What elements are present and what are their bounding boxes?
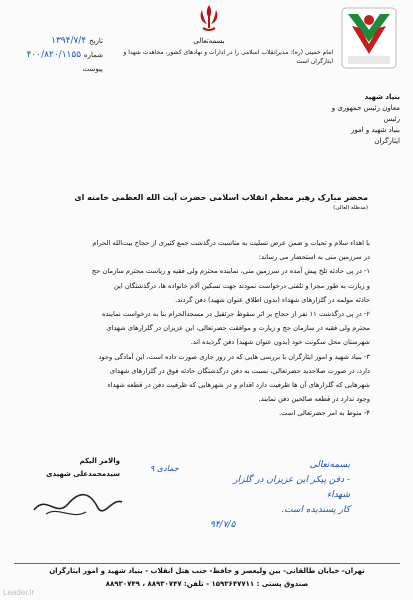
date-label: تاریخ	[89, 37, 103, 45]
signer-name: سیدمحمدعلی شهیدی	[46, 470, 120, 478]
body-line: دارد، در صورت صلاحدید حضرتعالی، نسبت به دفن درگذشتگان حادثه فوق در گلزارهای شهدای	[109, 366, 370, 375]
salutation-note: (مدظله العالی)	[333, 205, 368, 211]
org-block	[330, 92, 400, 147]
annotation-line: ۹۴/۷/۵	[210, 520, 236, 530]
imam-quote: امام خمینی (ره): مدیرانقلاب اسلامی را در ادارات و نهادهای کشور، مجاهدت شهدا و ایثارگران است	[123, 49, 333, 65]
body-line: ۳- بنیاد شهید و امور ایثارگران با بررسی هایی که در روز جاری صورت داده است، این آمادگی وجود	[98, 352, 370, 361]
closing-block	[40, 455, 120, 481]
body-line: شهرهایی که گلزارهای آن ها ظرفیت دارد اقدام و در شهرهایی که ظرفیت دفن در قطعه شهداء	[107, 381, 370, 390]
body-line: حادثه مولمه در گلزارهای شهداء (بدون اطلاق عنوان شهید) دفن گردند.	[175, 295, 370, 304]
body-line: با اهداء سلام و تحیات و ضمن عرض تسلیت به مناسبت درگذشت جمع کثیری از حجاج بیت‌الله الحرام	[92, 239, 370, 247]
attachment-row	[8, 62, 103, 76]
iran-emblem	[193, 2, 225, 36]
number-label: شماره	[83, 51, 103, 59]
org-line-3: بنیاد شهید و امور ایثارگران	[350, 126, 400, 145]
closing-text: والامر الیکم	[79, 457, 120, 465]
date-value: ۱۳۹۴/۷/۴	[51, 36, 87, 46]
attachment-label: پیوست	[82, 65, 103, 73]
footer-rule	[14, 563, 400, 564]
annotation-line: کار پسندیده است.	[281, 505, 350, 515]
body-line: وجود ندارد در قطعه صالحین دفن نمایند.	[258, 395, 370, 404]
date-row	[8, 34, 103, 48]
annotation-aside: ۹ جمادی	[150, 464, 179, 473]
salutation	[60, 193, 368, 211]
org-line-1: بنیاد شهید	[364, 93, 400, 101]
number-row	[8, 48, 103, 62]
watermark: Leader.ir	[3, 588, 35, 597]
body-line: و زیارت به طور مجزا و تلفنی درخواست نمودند جهت تسکین آلام خانواده ها، درگذشتگان این	[113, 281, 370, 290]
body-line: ۱- در پی حادثه تلخ پیش آمده در سرزمین منی، نماینده محترم ولی فقیه و ریاست محترم سازمان حج	[91, 267, 370, 276]
body-line: شهرستان محل سکونت خود (بدون عنوان شهید) دفن گردیده اند.	[190, 338, 370, 347]
annotation-line: بسمه‌تعالی	[309, 460, 350, 470]
body-line: ۲- در پی درگذشت ۱۱ نفر از حجاج بر اثر سقوط جرثقیل در مسجدالحرام بنا به درخواست نماینده	[102, 310, 370, 319]
annotation-line: - دفن پیکر این عزیزان در گلزار شهداء	[233, 475, 350, 500]
footer-contact: صندوق پستی : ۱۵۹۳۶۴۷۷۱۱ - تلفن: ۸۸۹۳۰۷۴۷ ، ۸۸۹۳۰۷۴۹	[105, 580, 309, 588]
foundation-logo	[338, 6, 400, 88]
bismillah: بسمه‌تعالی	[193, 37, 225, 45]
body-line: در سرزمین منی به استحضار می رساند:	[258, 253, 370, 262]
footer-address: تهران- خیابان طالقانی- بین ولیعصر و حافظ- جنب هتل انقلاب - بنیاد شهید و امور ایثارگران	[49, 567, 365, 575]
salutation-text: محضر مبارک رهبر معظم انقلاب اسلامی حضرت آیت الله العظمی خامنه ای	[74, 193, 368, 202]
meta-block	[8, 34, 103, 76]
annotation	[210, 458, 350, 533]
letter-body	[20, 236, 370, 421]
body-line: ۴- منوط به امر حضرتعالی است.	[279, 409, 370, 418]
body-line: محترم ولی فقیه در سازمان حج و زیارت و موافقت حضرتعالی، این عزیزان در گلزارهای شهدای	[106, 324, 370, 333]
number-value: ۴۰۰/۸۲۰/۱۱۵۵	[26, 50, 82, 60]
org-line-2: معاون رئیس جمهوری و رئیس	[331, 104, 400, 123]
signature	[28, 484, 128, 524]
